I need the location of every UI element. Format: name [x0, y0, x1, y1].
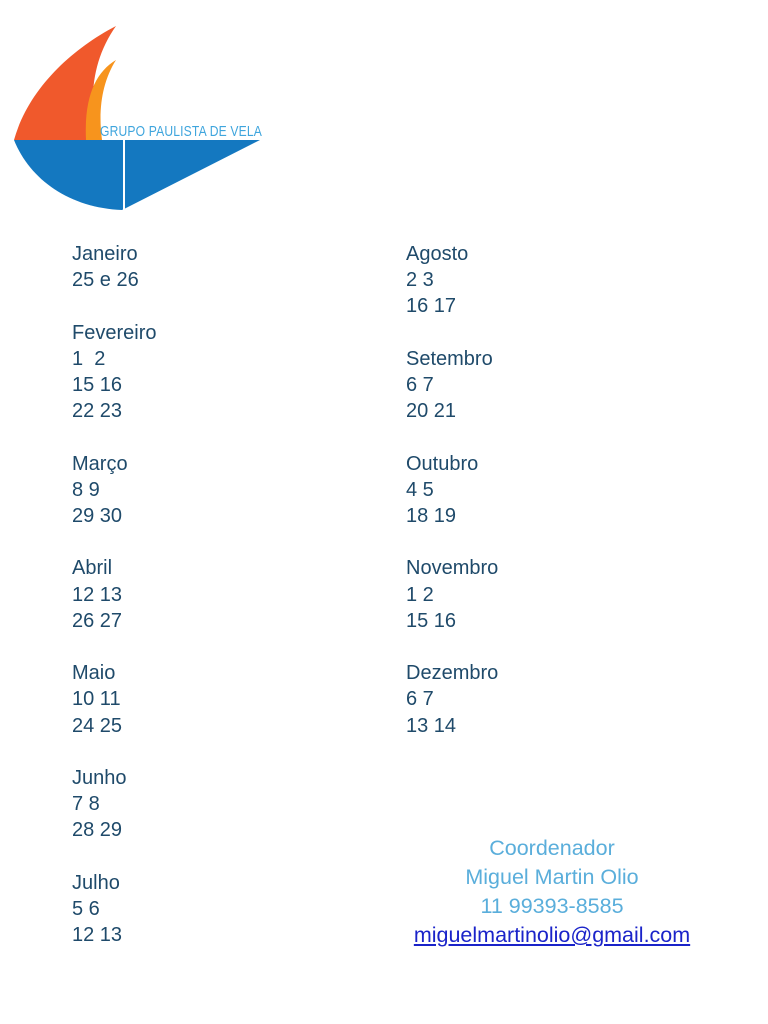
sailboat-logo-icon: [10, 20, 270, 215]
logo: [10, 20, 270, 215]
month-block: [72, 765, 372, 844]
month-dates: 25 e 26: [72, 269, 139, 292]
month-dates: 22 23: [72, 400, 123, 423]
logo-text: GRUPO PAULISTA DE VELA: [100, 123, 262, 140]
month-dates: 10 11: [72, 688, 121, 711]
month-dates: 6 7: [406, 374, 434, 396]
month-name: Dezembro: [406, 662, 499, 685]
month-dates: 1 2: [406, 583, 434, 606]
month-dates: 15 16: [72, 374, 123, 396]
month-dates: 12 13: [72, 583, 123, 606]
month-name: Março: [72, 452, 128, 475]
month-block: [406, 660, 706, 739]
month-dates: 5 6: [72, 897, 100, 920]
month-block: [72, 555, 372, 634]
month-name: Setembro: [406, 347, 493, 370]
month-block: [406, 451, 706, 530]
month-block: [72, 241, 372, 293]
month-block: [406, 346, 706, 425]
month-name: Abril: [72, 557, 113, 580]
contact-name: Miguel Martin Olio: [465, 865, 639, 889]
month-dates: 26 27: [72, 609, 123, 632]
month-name: Junho: [72, 766, 127, 789]
month-dates: 1 2: [72, 347, 106, 370]
month-block: [72, 870, 372, 949]
month-dates: 16 17: [406, 295, 457, 318]
month-dates: 12 13: [72, 924, 123, 947]
month-dates: 6 7: [406, 688, 434, 711]
calendar-left-column: [72, 241, 372, 975]
month-block: [406, 241, 706, 320]
month-dates: 29 30: [72, 505, 123, 527]
month-dates: 20 21: [406, 400, 457, 423]
month-block: [72, 320, 372, 425]
month-dates: 8 9: [72, 478, 100, 501]
contact-email-link[interactable]: miguelmartinolio@gmail.com: [413, 923, 691, 947]
month-name: Fevereiro: [72, 321, 157, 344]
month-dates: 24 25: [72, 714, 123, 737]
contact-block: [392, 834, 712, 950]
month-dates: 28 29: [72, 819, 123, 842]
month-name: Novembro: [406, 557, 499, 580]
month-block: [406, 555, 706, 634]
month-block: [72, 660, 372, 739]
month-name: Maio: [72, 662, 116, 685]
month-dates: 2 3: [406, 269, 434, 292]
hull-shape: [14, 140, 260, 210]
calendar-right-column: [406, 241, 706, 765]
month-dates: 13 14: [406, 714, 457, 737]
month-name: Janeiro: [72, 243, 138, 265]
month-dates: 4 5: [406, 478, 434, 501]
contact-phone: 11 99393-8585: [480, 894, 624, 918]
contact-role: Coordenador: [489, 836, 615, 860]
month-name: Outubro: [406, 452, 479, 475]
month-dates: 18 19: [406, 505, 457, 527]
month-name: Julho: [72, 871, 120, 894]
month-dates: 7 8: [72, 793, 100, 816]
month-name: Agosto: [406, 243, 469, 265]
month-dates: 15 16: [406, 609, 457, 632]
month-block: [72, 451, 372, 530]
